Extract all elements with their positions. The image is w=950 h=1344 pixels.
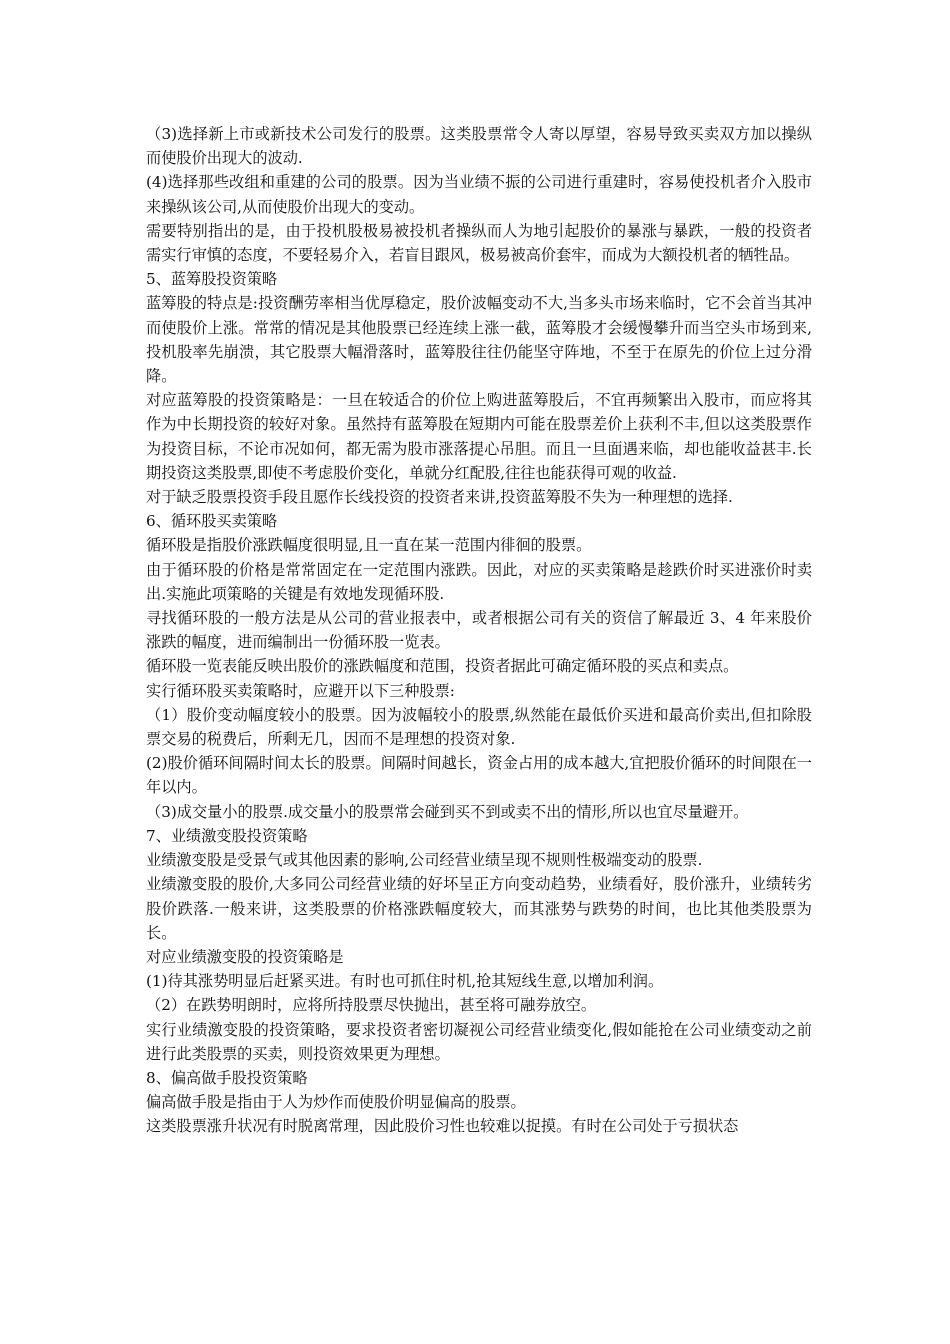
paragraph-cyclical-list: 循环股一览表能反映出股价的涨跌幅度和范围，投资者据此可确定循环股的买点和卖点。 — [146, 657, 739, 676]
paragraph-overpriced-definition: 偏高做手股是指由于人为炒作而使股价明显偏高的股票。 — [146, 1093, 526, 1112]
paragraph-volatile-strategy-summary: 实行业绩激变股的投资策略，要求投资者密切凝视公司经营业绩变化,假如能抢在公司业绩变动之前进行此类股票的买卖，则投资效果更为理想。 — [146, 1020, 812, 1063]
paragraph-restructured-companies: (4)选择那些改组和重建的公司的股票。因为当业绩不振的公司进行重建时，容易使投机者介入股市来操纵该公司,从而使股价出现大的变动。 — [146, 173, 812, 216]
paragraph-cyclical-avoid-1: （1）股价变动幅度较小的股票。因为波幅较小的股票,纵然能在最低价买进和最高价卖出,但扣除股票交易的税费后，所剩无几，因而不是理想的投资对象. — [146, 705, 812, 749]
paragraph-blue-chip-characteristics: 蓝筹股的特点是:投资酬劳率相当优厚稳定，股价波幅变动不大,当多头市场来临时，它不会首当其冲而使股价上涨。常常的情况是其他股票已经连续上涨一截，蓝筹股才会缓慢攀升而当空头市场到来,投机股率先崩溃，其它股票大幅滑落时，蓝筹股往往仍能坚守阵地，不至于在原先的价位上过分滑降。 — [146, 294, 812, 386]
paragraph-volatile-strategy-intro: 对应业绩激变股的投资策略是 — [146, 947, 344, 966]
section-heading-overpriced: 8、偏高做手股投资策略 — [146, 1068, 308, 1087]
paragraph-cyclical-finding: 寻找循环股的一般方法是从公司的营业报表中，或者根据公司有关的资信了解最近 3、4 年来股价涨跌的幅度，进而编制出一份循环股一览表。 — [146, 609, 812, 652]
paragraph-speculative-stock-warning: 需要特别指出的是，由于投机股极易被投机者操纵而人为地引起股价的暴涨与暴跌，一般的投资者需实行审慎的态度，不要轻易介入，若盲目跟风，极易被高价套牢，而成为大额投机者的牺牲品。 — [146, 221, 812, 265]
document-page — [146, 122, 812, 1139]
section-heading-performance-volatile: 7、业绩激变股投资策略 — [146, 826, 308, 845]
paragraph-blue-chip-conclusion: 对于缺乏股票投资手段且愿作长线投资的投资者来讲,投资蓝筹股不失为一种理想的选择. — [146, 488, 733, 507]
paragraph-volatile-behavior: 业绩激变股的股价,大多同公司经营业绩的好坏呈正方向变动趋势，业绩看好，股价涨升，业绩转劣股价跌落.一般来讲，这类股票的价格涨跌幅度较大，而其涨势与跌势的时间，也比其他类股票为长。 — [146, 875, 812, 942]
paragraph-volatile-strategy-2: （2）在跌势明朗时，应将所持股票尽快抛出，甚至将可融券放空。 — [146, 996, 597, 1015]
paragraph-volatile-strategy-1: (1)待其涨势明显后赶紧买进。有时也可抓住时机,抢其短线生意,以增加利润。 — [146, 972, 664, 991]
paragraph-cyclical-avoid-2: (2)股价循环间隔时间太长的股票。间隔时间越长，资金占用的成本越大,宜把股价循环的时间限在一年以内。 — [146, 754, 812, 797]
section-heading-blue-chip: 5、蓝筹股投资策略 — [146, 270, 278, 289]
paragraph-volatile-definition: 业绩激变股是受景气或其他因素的影响,公司经营业绩呈现不规则性极端变动的股票. — [146, 851, 703, 870]
paragraph-overpriced-behavior: 这类股票涨升状况有时脱离常理，因此股价习性也较难以捉摸。有时在公司处于亏损状态 — [146, 1117, 739, 1136]
paragraph-blue-chip-strategy: 对应蓝筹股的投资策略是：一旦在较适合的价位上购进蓝筹股后，不宜再频繁出入股市，而应将其作为中长期投资的较好对象。虽然持有蓝筹股在短期内可能在股票差价上获利不丰,但以这类股票作为投资目标，不论市况如何，都无需为股市涨落提心吊胆。而且一旦面遇来临，却也能收益甚丰.长期投资这类股票,即使不考虑股价变化，单就分红配股,往往也能获得可观的收益. — [146, 391, 812, 482]
section-heading-cyclical: 6、循环股买卖策略 — [146, 512, 278, 531]
paragraph-cyclical-strategy: 由于循环股的价格是常常固定在一定范围内涨跌。因此，对应的买卖策略是趁跌价时买进涨价时卖出.实施此项策略的关键是有效地发现循环股. — [146, 560, 812, 603]
paragraph-cyclical-avoid-3: （3)成交量小的股票.成交量小的股票常会碰到买不到或卖不出的情形,所以也宜尽量避开。 — [146, 802, 749, 821]
paragraph-cyclical-definition: 循环股是指股价涨跌幅度很明显,且一直在某一范围内徘徊的股票。 — [146, 536, 592, 555]
paragraph-new-listing-stocks: （3)选择新上市或新技术公司发行的股票。这类股票常令人寄以厚望，容易导致买卖双方加以操纵而使股价出现大的波动. — [146, 125, 812, 168]
paragraph-cyclical-avoid-intro: 实行循环股买卖策略时，应避开以下三种股票: — [146, 681, 455, 700]
